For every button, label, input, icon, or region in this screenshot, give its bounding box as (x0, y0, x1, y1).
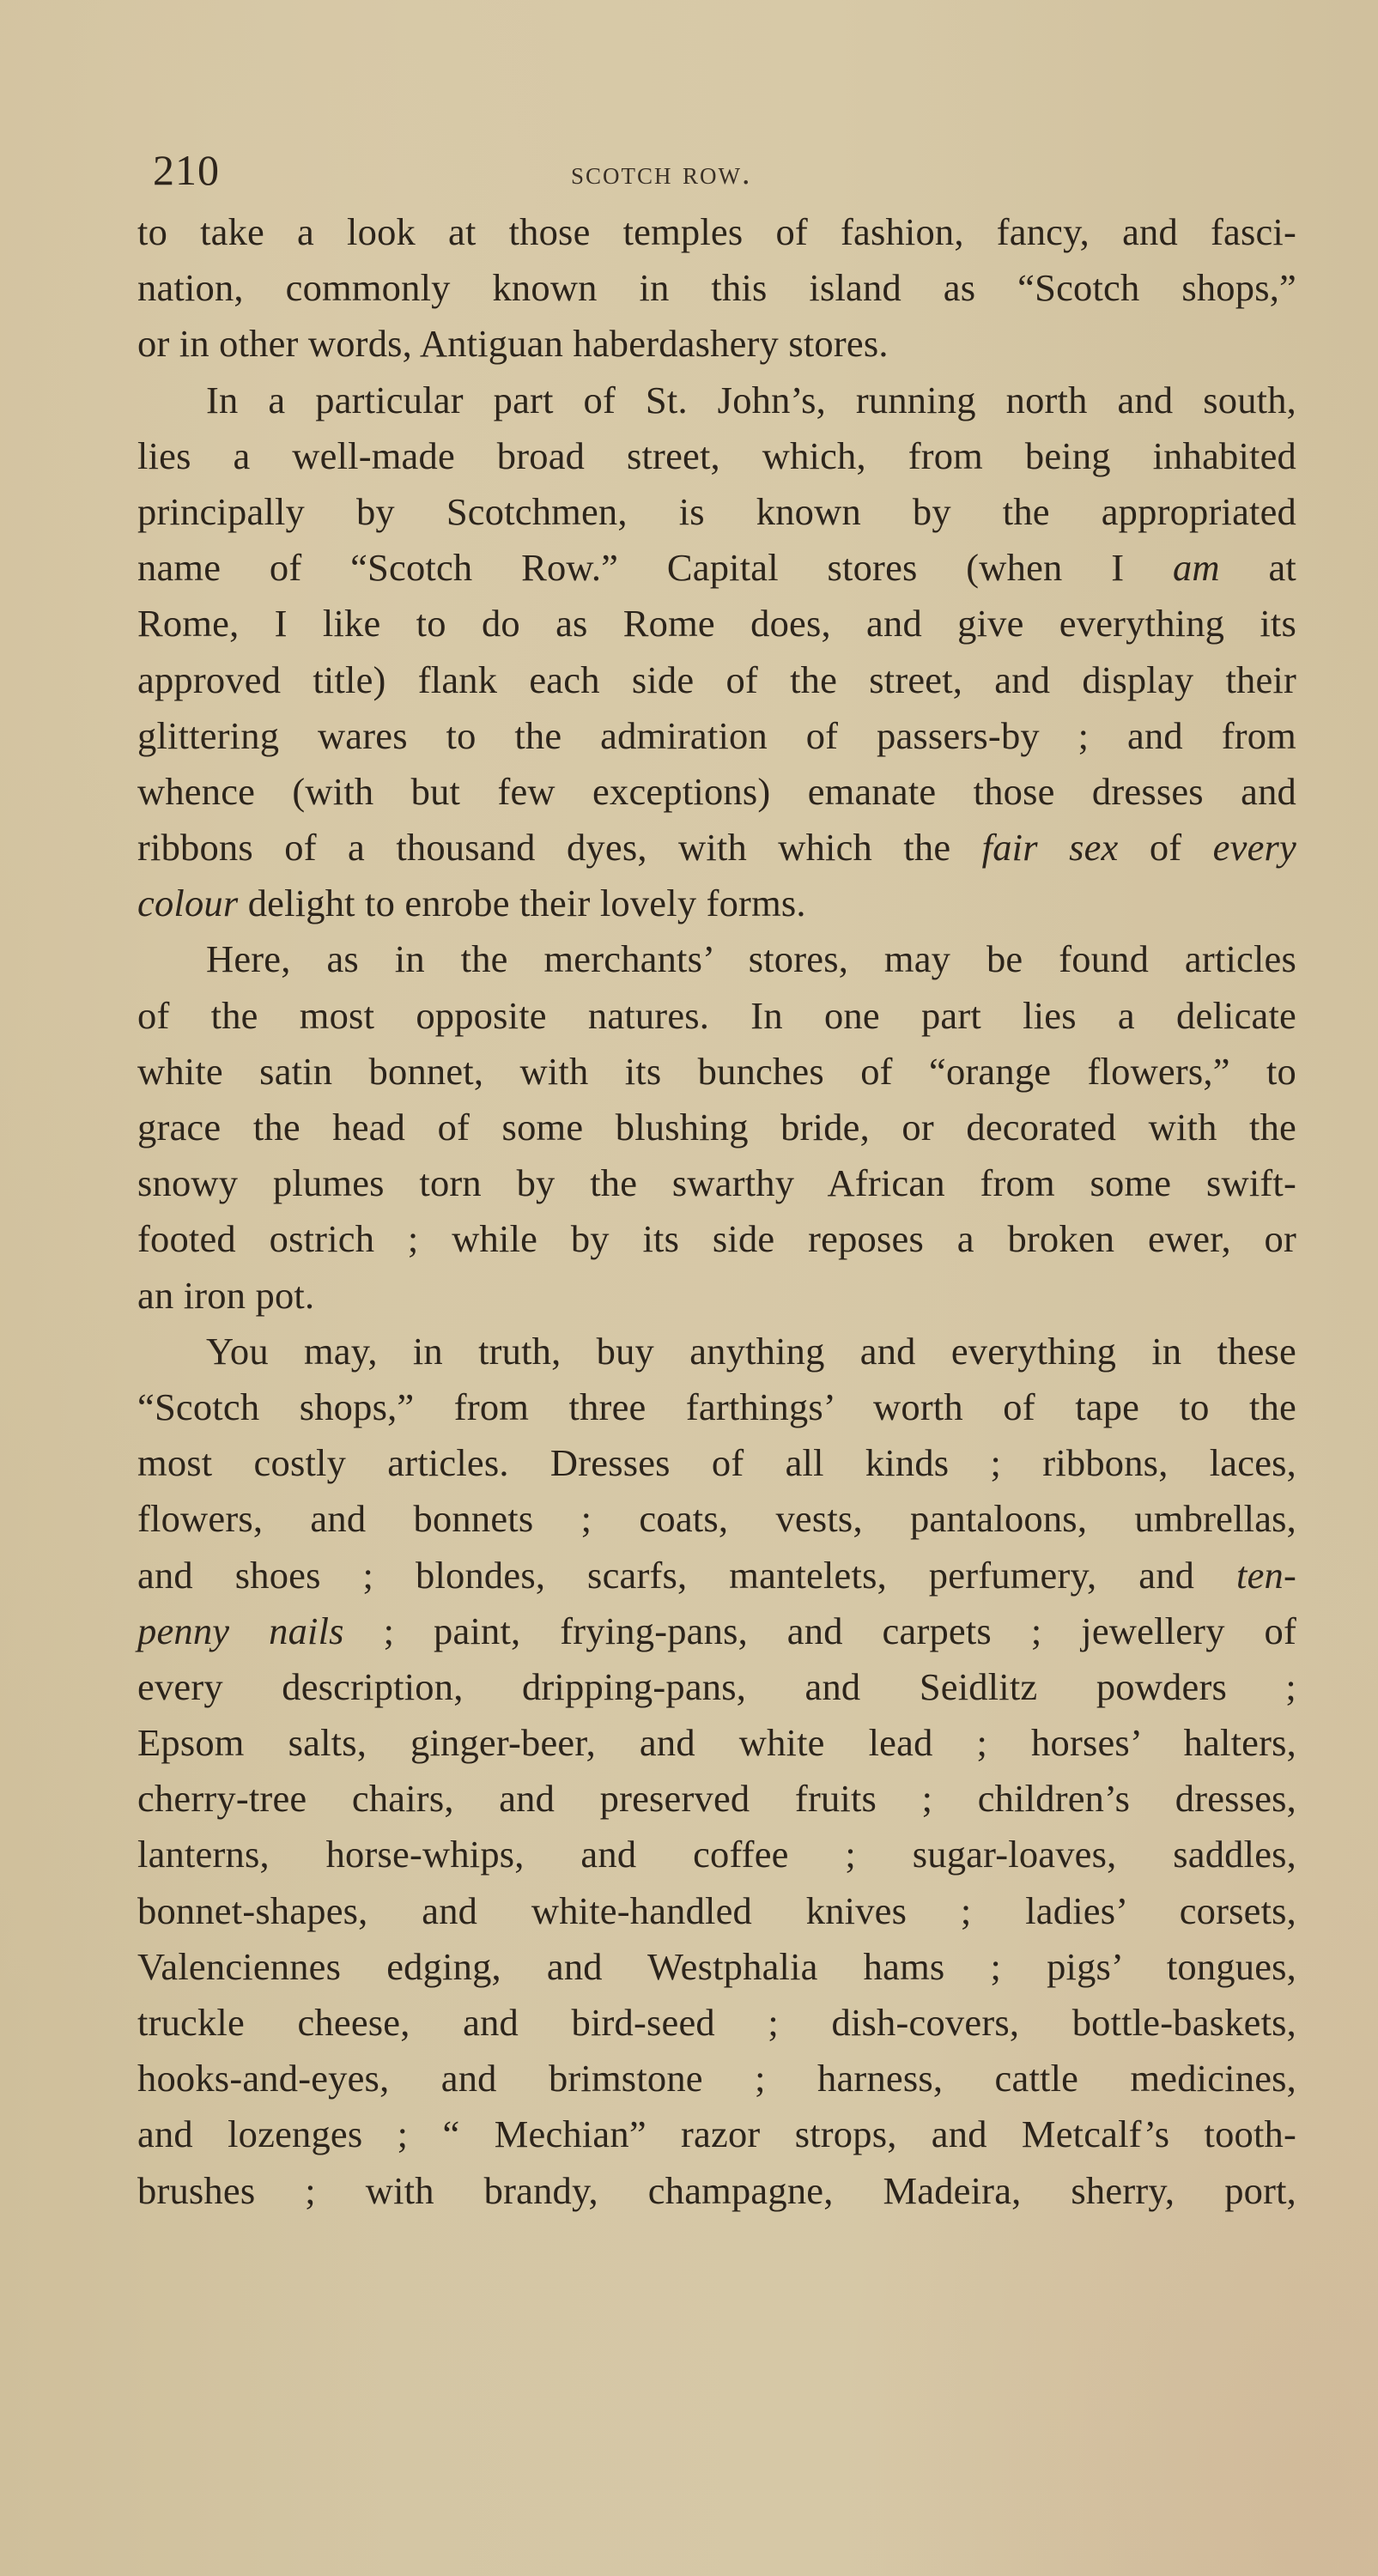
text-run: Epsom salts, ginger-beer, and white lead ; horses’ halters, (137, 1721, 1296, 1765)
italic-text: fair sex (981, 826, 1119, 870)
text-run: grace the head of some blushing bride, or decorated with the (137, 1106, 1296, 1149)
text-line (137, 820, 1296, 876)
text-run: Valenciennes edging, and Westphalia hams ; pigs’ tongues, (137, 1944, 1296, 1988)
text-run: lies a well-made broad street, which, from being inhabited (137, 433, 1296, 477)
text-run: hooks-and-eyes, and brimstone ; harness, cattle medicines, (137, 2057, 1296, 2100)
text-run: truckle cheese, and bird-seed ; dish-covers, bottle-baskets, (137, 2001, 1296, 2044)
text-run: Here, as in the merchants’ stores, may be found articles (206, 937, 1296, 981)
text-line (137, 876, 1296, 931)
text-line (137, 1100, 1296, 1155)
text-line (137, 540, 1296, 596)
text-line (137, 1771, 1296, 1827)
text-line (137, 1435, 1296, 1491)
text-run: of the most opposite natures. In one part lies a delicate (137, 993, 1296, 1037)
paragraph (137, 931, 1296, 1323)
italic-text: every (1212, 826, 1296, 870)
text-line (137, 2106, 1296, 2162)
text-line (137, 1379, 1296, 1435)
body-text (137, 204, 1296, 2219)
running-title (571, 151, 752, 196)
text-line (137, 1491, 1296, 1547)
text-run: brushes ; with brandy, champagne, Madeira, sherry, port, (137, 2168, 1296, 2212)
text-line (137, 1211, 1296, 1267)
text-line (137, 1659, 1296, 1715)
text-line (137, 931, 1296, 987)
text-line (137, 316, 1296, 372)
text-line (137, 708, 1296, 764)
text-line (137, 1155, 1296, 1211)
text-run: cherry-tree chairs, and preserved fruits ; children’s dresses, (137, 1777, 1296, 1821)
text-run: nation, commonly known in this island as “Scotch shops,” (137, 266, 1296, 310)
running-head (137, 144, 1296, 196)
text-run: every description, dripping-pans, and Seidlitz powders ; (137, 1664, 1296, 1708)
text-run: and shoes ; blondes, scarfs, mantelets, perfumery, and (137, 1553, 1237, 1597)
text-run: principally by Scotchmen, is known by the appropriated (137, 489, 1296, 533)
text-line (137, 1995, 1296, 2051)
text-line (137, 373, 1296, 428)
italic-text: ten- (1236, 1553, 1296, 1597)
text-line (137, 428, 1296, 484)
text-line (137, 2163, 1296, 2219)
text-run: or in other words, Antiguan haberdashery stores. (137, 322, 889, 366)
text-line (137, 1715, 1296, 1771)
text-line (137, 652, 1296, 708)
text-run: In a particular part of St. John’s, running north and south, (206, 378, 1296, 421)
text-run: name of “Scotch Row.” Capital stores (when I (137, 546, 1173, 590)
text-run: most costly articles. Dresses of all kinds ; ribbons, laces, (137, 1441, 1296, 1485)
italic-text: penny nails (137, 1609, 344, 1652)
text-run: bonnet-shapes, and white-handled knives ; ladies’ corsets, (137, 1888, 1296, 1932)
page-number: 210 (153, 146, 220, 194)
text-run: ; paint, frying-pans, and carpets ; jewellery of (343, 1609, 1296, 1652)
text-run: Rome, I like to do as Rome does, and give everything its (137, 602, 1296, 646)
text-run: of (1118, 826, 1213, 870)
text-run: to take a look at those temples of fashion, fancy, and fasci- (137, 210, 1296, 253)
text-run: lanterns, horse-whips, and coffee ; sugar-loaves, saddles, (137, 1833, 1296, 1876)
text-line (137, 1324, 1296, 1379)
paragraph (137, 204, 1296, 373)
text-run: at (1219, 546, 1296, 590)
text-run: ribbons of a thousand dyes, with which the (137, 826, 982, 870)
text-line (137, 988, 1296, 1044)
text-run: approved title) flank each side of the street, and display their (137, 658, 1296, 701)
text-run: flowers, and bonnets ; coats, vests, pantaloons, umbrellas, (137, 1497, 1296, 1541)
text-run: and lozenges ; “ Mechian” razor strops, and Metcalf’s tooth- (137, 2112, 1296, 2156)
text-line (137, 1044, 1296, 1100)
text-run: “Scotch shops,” from three farthings’ worth of tape to the (137, 1385, 1296, 1428)
text-line (137, 2051, 1296, 2106)
text-line (137, 1827, 1296, 1882)
text-line (137, 596, 1296, 652)
text-line (137, 1883, 1296, 1939)
text-run: white satin bonnet, with its bunches of “orange flowers,” to (137, 1049, 1296, 1093)
text-run: delight to enrobe their lovely forms. (238, 882, 806, 925)
text-run: footed ostrich ; while by its side reposes a broken ewer, or (137, 1217, 1296, 1261)
paragraph (137, 373, 1296, 932)
text-run: snowy plumes torn by the swarthy African from some swift- (137, 1161, 1296, 1205)
text-line (137, 260, 1296, 316)
running-title-text: scotch row. (571, 155, 752, 191)
italic-text: colour (137, 882, 239, 925)
text-run: glittering wares to the admiration of passers-by ; and from (137, 713, 1296, 757)
text-run: an iron pot. (137, 1273, 315, 1317)
text-run: You may, in truth, buy anything and everything in these (206, 1329, 1296, 1373)
text-line (137, 1603, 1296, 1659)
italic-text: am (1172, 546, 1220, 590)
text-run: whence (with but few exceptions) emanate those dresses and (137, 769, 1296, 813)
text-line (137, 1268, 1296, 1324)
paragraph (137, 1324, 1296, 2219)
text-line (137, 764, 1296, 820)
text-line (137, 484, 1296, 540)
text-line (137, 204, 1296, 260)
text-line (137, 1548, 1296, 1603)
text-line (137, 1939, 1296, 1995)
